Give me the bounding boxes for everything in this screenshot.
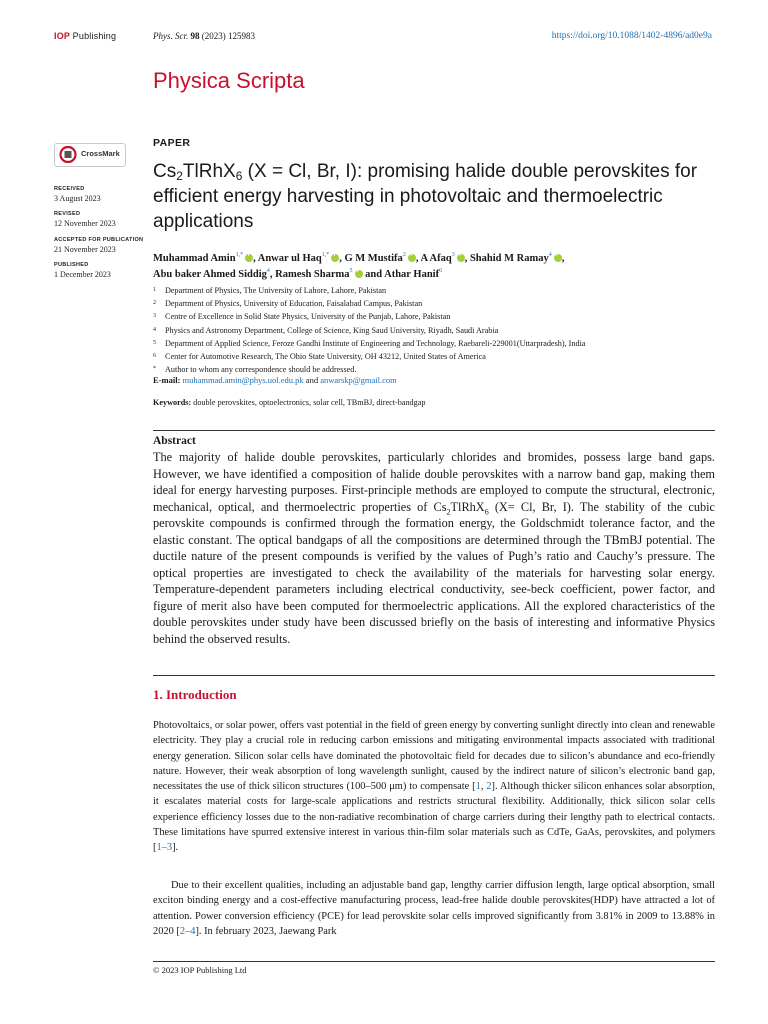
journal-abbrev: Phys. Scr.	[153, 31, 189, 41]
email-and: and	[305, 375, 319, 385]
article-title	[153, 159, 718, 234]
affiliation-item	[153, 310, 718, 323]
date-value-published: 1 December 2023	[54, 270, 111, 279]
date-value-revised: 12 November 2023	[54, 219, 116, 228]
author-name[interactable]: G M Mustifa	[344, 253, 403, 264]
paragraph-part: ]. In february 2023, Jaewang Park	[195, 925, 337, 937]
paragraph-part: Photovoltaics, or solar power, offers vast potential in the field of green energy by converting sunlight directly into clean and renewable electricity. They play a crucial role in reducing carbon emissions and mitigating environmental impacts associated with traditional energy generation. Silicon solar cells have dominated the photovoltaic field for decades due to silicon’s abundance and eco-friendly nature. However, their weak absorption of long wavelength sunlight, caused by the indirect nature of silicon’s electronic band gap, necessitates the use of thick silicon structures (100–500 μm) to compensate [	[153, 720, 715, 793]
crossmark-icon	[59, 146, 79, 163]
date-value-accepted: 21 November 2023	[54, 245, 116, 254]
author-name[interactable]: Muhammad Amin	[153, 253, 236, 264]
affiliation-number: 5	[153, 339, 156, 346]
author-name[interactable]: Athar Hanif	[384, 269, 440, 280]
author-name[interactable]: A Afaq	[420, 253, 452, 264]
affiliation-number: 4	[153, 326, 156, 333]
affiliation-item	[153, 324, 718, 337]
title-part: TlRhX	[182, 161, 236, 182]
copyright-footer: © 2023 IOP Publishing Ltd	[153, 965, 247, 975]
abstract-text	[153, 449, 715, 647]
author-affil-sup[interactable]: 2	[402, 252, 406, 258]
affiliations	[153, 284, 718, 376]
email-label: E-mail:	[153, 375, 181, 385]
paragraph-part: ]. Although thicker silicon enhances solar absorption, it escalates material costs for large-scale applications and restricts structural flexibility. Additionally, thick silicon solar cells experience efficiency losses due to the non-radiative recombination of charge carriers during their lengthy path to electrical contacts. These limitations have spurred extensive interest in various thin-film solar materials such as CdTe, GaAs, perovskites, and polymers [	[153, 781, 715, 854]
date-label-revised: REVISED	[54, 211, 81, 217]
author-separator: ,	[269, 269, 276, 280]
orcid-icon[interactable]	[457, 254, 465, 262]
orcid-icon[interactable]	[554, 254, 562, 262]
publisher-logo[interactable]	[54, 31, 116, 41]
date-label-published: PUBLISHED	[54, 262, 89, 268]
author-separator: ,	[464, 253, 470, 264]
affiliation-number: 1	[153, 287, 156, 293]
author-affil-sup[interactable]: 1,*	[321, 252, 330, 258]
volume: 98	[190, 31, 200, 41]
citation-link[interactable]: 2–4	[179, 925, 196, 937]
affiliation-text: Center for Automotive Research, The Ohio State University, OH 43212, United States of America	[165, 352, 486, 362]
citation-link[interactable]: 1	[475, 781, 481, 793]
title-subscript: 2	[176, 169, 183, 183]
affiliation-number: 2	[153, 300, 156, 307]
doi-link[interactable]: https://doi.org/10.1088/1402-4896/ad0e9a	[551, 31, 712, 41]
abstract-heading: Abstract	[153, 435, 196, 447]
article-type: PAPER	[153, 137, 191, 149]
title-part: Cs	[153, 161, 177, 182]
abstract-part: TlRhX	[450, 499, 485, 514]
abstract-subscript: 6	[484, 506, 489, 516]
affiliation-text: Department of Applied Science, Feroze Gandhi Institute of Engineering and Technology, Raebareli-229001(Uttarpradesh), India	[165, 338, 586, 348]
author-name[interactable]: Abu baker Ahmed Siddig	[153, 269, 267, 280]
affiliation-text: Author to whom any correspondence should be addressed.	[165, 365, 357, 375]
email-link-2[interactable]: anwarskp@gmail.com	[320, 375, 397, 385]
author-affil-sup[interactable]: 5	[349, 268, 353, 274]
journal-citation	[153, 31, 255, 41]
citation-rest: (2023) 125983	[201, 31, 255, 41]
journal-title: Physica Scripta	[153, 68, 305, 93]
affiliation-text: Centre of Excellence in Solid State Physics, University of the Punjab, Lahore, Pakistan	[165, 312, 451, 322]
affiliation-item	[153, 350, 718, 363]
affiliation-text: Department of Physics, The University of Lahore, Lahore, Pakistan	[165, 286, 387, 295]
affiliation-item	[153, 337, 718, 350]
orcid-icon[interactable]	[245, 254, 253, 262]
abstract-bottom-rule	[153, 675, 715, 676]
abstract-part: (X= Cl, Br, I). The stability of the cubic perovskite compounds is confirmed through the formation energy, the Goldschmidt tolerance factor, and the elastic constant. The optical bandgaps of all the compositions are determined through the TBmBJ potential. The ductile nature of the present compounds is verified by the values of Pugh’s ratio and Cauchy’s pressure. The optical properties are investigated to check the availability of the materials for harvesting solar energy. Temperature-dependent parameters including electrical conductivity, see-beck coefficient, power factor, and figure of merit also have been computed for thermoelectric applications. All the explored characteristics of the double perovskites under study have been discussed briefly on the basis of interesting and informative Physics behind the observed results.	[153, 499, 716, 646]
date-value-received: 3 August 2023	[54, 194, 101, 203]
author-separator: ,	[561, 253, 565, 264]
affiliation-text: Physics and Astronomy Department, College of Science, King Saud University, Riyadh, Saudi Arabia	[165, 325, 499, 335]
author-affil-sup[interactable]: 1,*	[235, 252, 244, 258]
affiliation-text: Department of Physics, University of Education, Faisalabad Campus, Pakistan	[165, 299, 423, 309]
email-line	[153, 375, 397, 385]
intro-paragraph-2	[153, 878, 715, 939]
keywords-label: Keywords:	[153, 398, 192, 407]
abstract-top-rule	[153, 430, 715, 431]
author-separator: ,	[253, 253, 258, 264]
author-separator: and	[362, 269, 385, 280]
author-affil-sup[interactable]: 4	[548, 252, 552, 258]
author-name[interactable]: Anwar ul Haq	[257, 253, 322, 264]
publisher-brand: IOP	[54, 31, 70, 41]
affiliation-number: 6	[153, 353, 156, 360]
title-part: (X = Cl, Br, I): promising halide double perovskites for efficient energy harvesting in photovoltaic and thermoelectric applications	[153, 161, 698, 232]
author-affil-sup[interactable]: 3	[451, 252, 455, 258]
email-link-1[interactable]: muhammad.amin@phys.uol.edu.pk	[182, 375, 304, 385]
citation-link[interactable]: 2	[486, 781, 492, 793]
author-separator: ,	[339, 253, 345, 264]
author-affil-sup[interactable]: 4	[266, 268, 270, 274]
affiliation-number: 3	[153, 313, 156, 320]
paragraph-part: Due to their excellent qualities, including an adjustable band gap, lengthy carrier diffusion length, large optical absorption, small exciton binding energy and a cost-effective manufacturing process, lead-free halide double perovskites(HDP) have attracted a lot of attention. Power conversion efficiency (PCE) for lead perovskite solar cells improved significantly from 3.81% in 2009 to 13.88% in 2020 [	[153, 880, 715, 937]
abstract-part: The majority of halide double perovskites, particularly chlorides and bromides, possess large band gaps. However, we have identified a composition of halide double perovskites with a narrow band gap, making them ideal for energy harvesting purposes. First-principle methods are employed to compute the structural, electronic, mechanical, optical, and thermoelectric properties of Cs	[153, 450, 715, 514]
citation-link[interactable]: 1–3	[156, 842, 173, 854]
author-separator: ,	[415, 253, 421, 264]
keywords-line	[153, 398, 425, 407]
intro-paragraph-1: Photovoltaics, or solar power, offers vast potential in the field of green energy by converting sunlight directly into clean and renewable electricity. They play a crucial role in reducing carbon emissions and mitigating environmental impacts associated with traditional energy generation. Silicon solar cells have dominated the photovoltaic field for decades due to silicon’s abundance and eco-friendly nature. However, their weak absorption of long wavelength sunlight, caused by the indirect nature of silicon’s electronic band gap, necessitates the use of thick silicon structures (100–500 μm) to compensate [1, 2]. Although thicker silicon enhances solar absorption, it escalates material costs for large-scale applications and restricts structural flexibility. Additionally, thick silicon solar cells experience efficiency losses due to the non-radiative recombination of charge carriers during their lengthy path to electrical contacts. These limitations have spurred extensive interest in various thin-film solar materials such as CdTe, GaAs, perovskites, and polymers [1–3].	[153, 720, 715, 854]
date-label-received: RECEIVED	[54, 186, 85, 192]
author-name[interactable]: Ramesh Sharma	[275, 269, 350, 280]
affiliation-item	[153, 297, 718, 310]
publisher-word: Publishing	[72, 31, 117, 41]
author-name[interactable]: Shahid M Ramay	[469, 253, 549, 264]
abstract-subscript: 2	[446, 506, 451, 516]
orcid-icon[interactable]	[408, 254, 416, 262]
title-subscript: 6	[235, 169, 243, 183]
date-label-accepted: ACCEPTED FOR PUBLICATION	[54, 237, 144, 243]
crossmark-label: CrossMark	[81, 149, 120, 158]
keywords-text: double perovskites, optoelectronics, solar cell, TBmBJ, direct-bandgap	[193, 398, 426, 407]
section-heading-introduction: 1. Introduction	[153, 687, 237, 702]
orcid-icon[interactable]	[355, 270, 363, 278]
author-list	[153, 251, 718, 283]
footer-rule	[153, 961, 715, 962]
author-affil-sup[interactable]: 6	[439, 268, 443, 274]
crossmark-badge[interactable]	[54, 143, 126, 167]
affiliation-number: *	[153, 366, 156, 373]
affiliation-item	[153, 284, 718, 297]
paragraph-part: ].	[172, 842, 179, 854]
